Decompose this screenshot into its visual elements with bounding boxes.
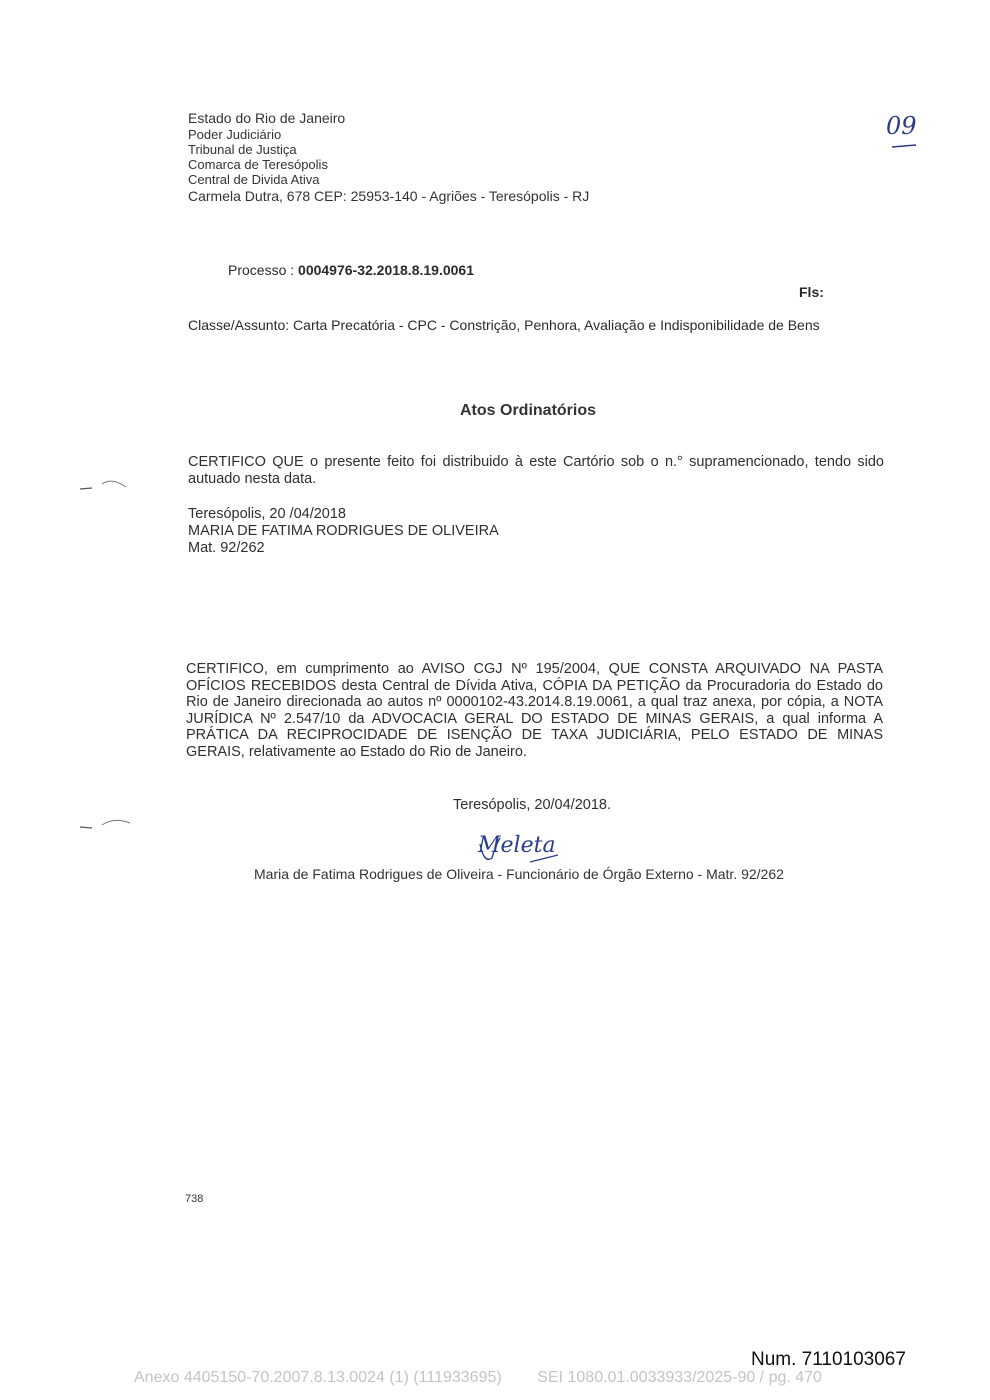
- signature-text: Meleta: [478, 833, 556, 858]
- folio-underline: [890, 142, 920, 150]
- classe-assunto: Classe/Assunto: Carta Precatória - CPC - Constrição, Penhora, Avaliação e Indisponibilidade de Bens: [188, 317, 820, 333]
- fls-label: Fls:: [799, 284, 824, 300]
- header-state: Estado do Rio de Janeiro: [188, 110, 346, 126]
- folio-handwritten: [886, 112, 917, 140]
- page-number: 738: [185, 1193, 204, 1205]
- header-judiciary: Poder Judiciário: [188, 127, 282, 142]
- signature-stroke: [478, 834, 560, 868]
- folio-number: 09: [886, 112, 917, 140]
- section-title: Atos Ordinatórios: [460, 402, 597, 419]
- certificate-1-name: MARIA DE FATIMA RODRIGUES DE OLIVEIRA: [188, 523, 499, 539]
- processo-label: Processo :: [228, 262, 299, 278]
- header-tribunal: Tribunal de Justiça: [188, 142, 297, 157]
- signer-line: Maria de Fatima Rodrigues de Oliveira - Funcionário de Órgão Externo - Matr. 92/262: [254, 866, 784, 882]
- footer-watermark: Anexo 4405150-70.2007.8.13.0024 (1) (111933695) SEI 1080.01.0033933/2025-90 / pg. 470: [134, 1369, 822, 1386]
- margin-mark-1: [78, 474, 138, 496]
- header-address: Carmela Dutra, 678 CEP: 25953-140 - Agriões - Teresópolis - RJ: [188, 188, 590, 204]
- processo-number: 0004976-32.2018.8.19.0061: [298, 262, 474, 278]
- certificate-2-date: Teresópolis, 20/04/2018.: [453, 797, 611, 813]
- margin-mark-2: [78, 815, 138, 837]
- certificate-1-text: CERTIFICO QUE o presente feito foi distribuido à este Cartório sob o n.° supramencionado, tendo sido autuado nesta data.: [188, 454, 884, 487]
- header-comarca: Comarca de Teresópolis: [188, 157, 328, 172]
- document-number: Num. 7110103067: [751, 1349, 906, 1370]
- certificate-1-mat: Mat. 92/262: [188, 540, 265, 556]
- certificate-1-date: Teresópolis, 20 /04/2018: [188, 506, 346, 522]
- certificate-2-text: CERTIFICO, em cumprimento ao AVISO CGJ Nº 195/2004, QUE CONSTA ARQUIVADO NA PASTA OFÍCIOS RECEBIDOS desta Central de Dívida Ativa, CÓPIA DA PETIÇÃO da Procuradoria do Estado do Rio de Janeiro direcionada ao autos nº 0000102-43.2014.8.19.0061, a qual traz anexa, por cópia, a NOTA JURÍDICA Nº 2.547/10 da ADVOCACIA GERAL DO ESTADO DE MINAS GERAIS, a qual informa A PRÁTICA DA RECIPROCIDADE DE ISENÇÃO DE TAXA JUDICIÁRIA, PELO ESTADO DE MINAS GERAIS, relativamente ao Estado do Rio de Janeiro.: [186, 661, 883, 760]
- header-central: Central de Divida Ativa: [188, 172, 320, 187]
- processo-line: [228, 262, 474, 278]
